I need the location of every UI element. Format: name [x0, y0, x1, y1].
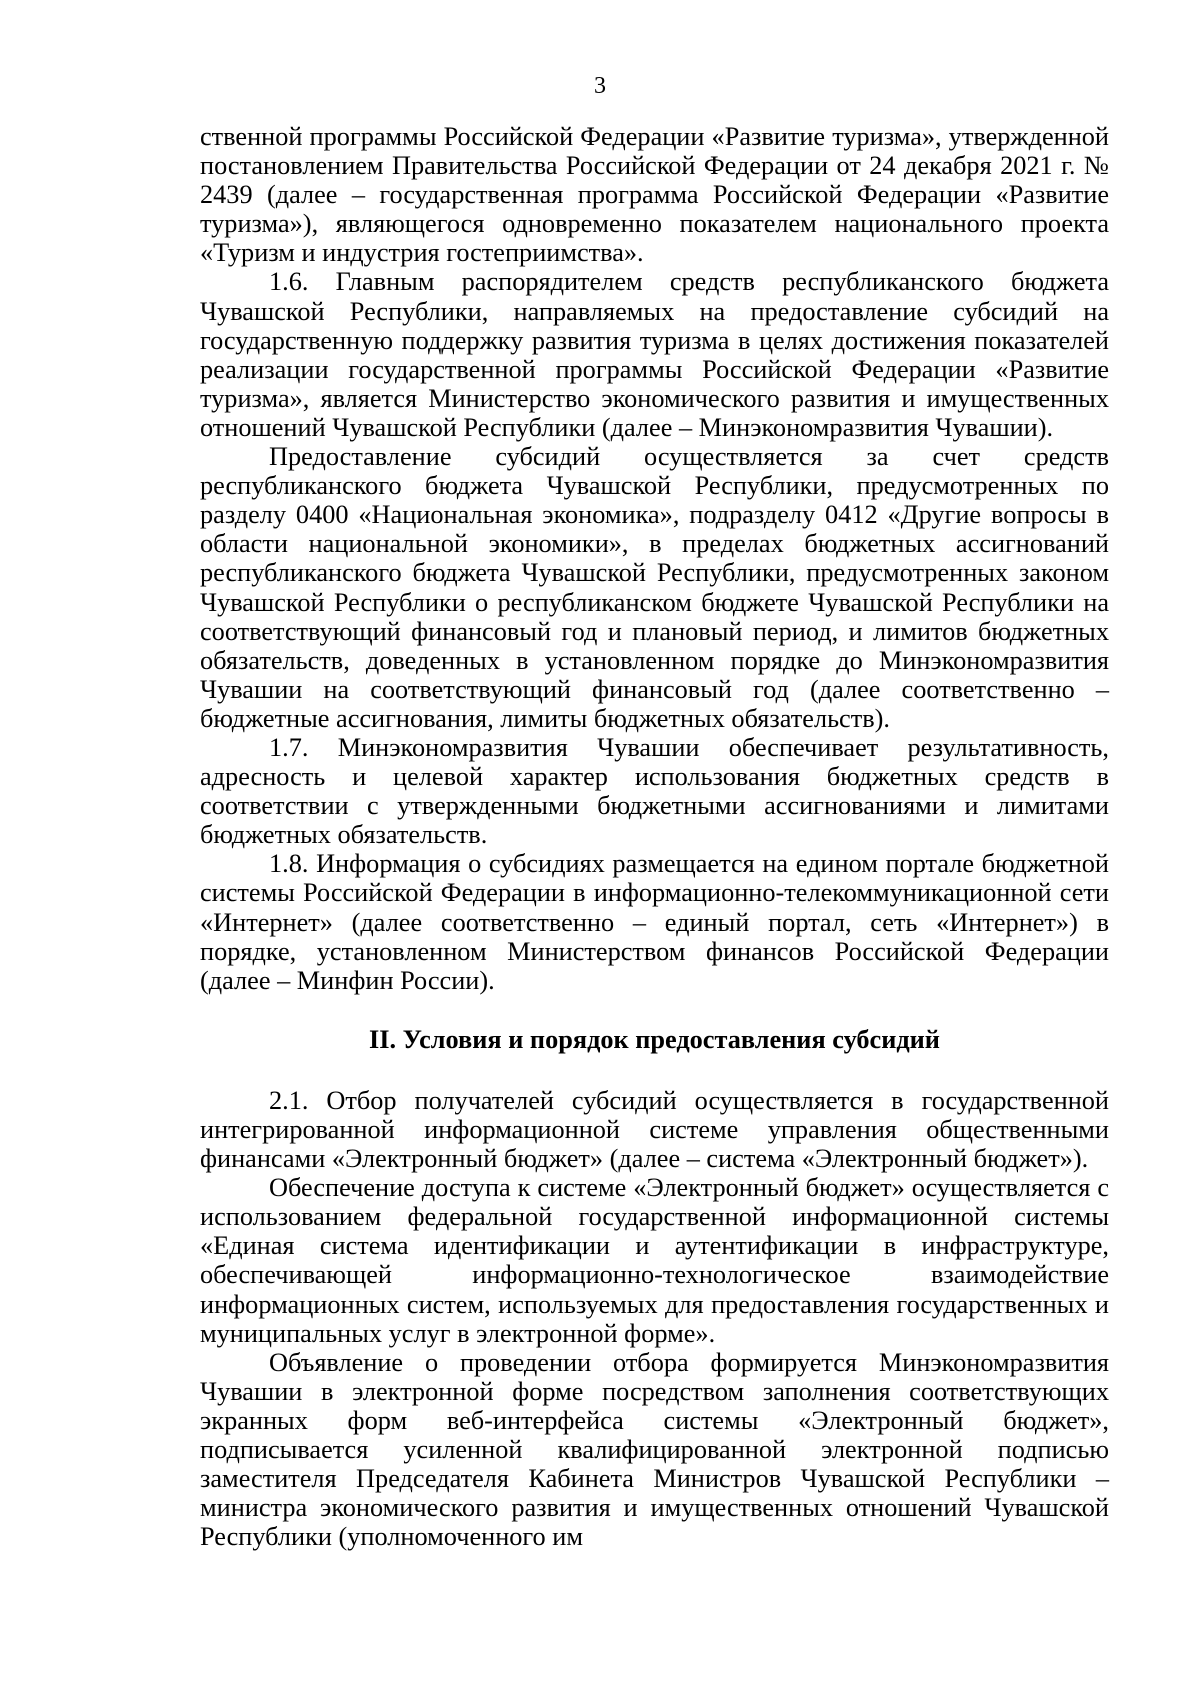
page-number: 3: [594, 73, 606, 99]
paragraph-1-8: 1.8. Информация о субсидиях размещается на едином портале бюджетной системы Российской Федерации в информационно-телекоммуникационной сети «Интернет» (далее соответственно – единый портал, сеть «Интернет») в порядке, установленном Министерством финансов Российской Федерации (далее – Минфин России).: [200, 849, 1109, 995]
paragraph-1-7: 1.7. Минэкономразвития Чувашии обеспечивает результативность, адресность и целевой характер использования бюджетных средств в соответствии с утвержденными бюджетными ассигнованиями и лимитами бюджетных обязательств.: [200, 732, 1109, 850]
paragraph-continuation: ственной программы Российской Федерации «Развитие туризма», утвержденной постановлением Правительства Российской Федерации от 24 декабря 2021 г. № 2439 (далее – государственная программа Российской Федерации «Развитие туризма»), являющегося одновременно показателем национального проекта «Туризм и индустрия гостеприимства».: [200, 122, 1109, 268]
paragraph-announcement: Объявление о проведении отбора формируется Минэкономразвития Чувашии в электронной форме посредством заполнения соответствующих экранных форм веб-интерфейса системы «Электронный бюджет», подписывается усиленной квалифицированной электронной подписью заместителя Председателя Кабинета Министров Чувашской Республики – министра экономического развития и имущественных отношений Чувашской Республики (уполномоченного им: [200, 1347, 1109, 1552]
document-body: [200, 122, 1109, 1551]
paragraph-1-6: 1.6. Главным распорядителем средств республиканского бюджета Чувашской Республики, направляемых на предоставление субсидий на государственную поддержку развития туризма в целях достижения показателей реализации государственной программы Российской Федерации «Развитие туризма», является Министерство экономического развития и имущественных отношений Чувашской Республики (далее – Минэкономразвития Чувашии).: [200, 267, 1109, 442]
paragraph-access: Обеспечение доступа к системе «Электронный бюджет» осуществляется с использованием федеральной государственной информационной системы «Единая система идентификации и аутентификации в инфраструктуре, обеспечивающей информационно-технологическое взаимодействие информационных систем, используемых для предоставления государственных и муниципальных услуг в электронной форме».: [200, 1173, 1109, 1348]
section-heading: II. Условия и порядок предоставления субсидий: [369, 1024, 940, 1054]
paragraph-2-1: 2.1. Отбор получателей субсидий осуществляется в государственной интегрированной информационной системе управления общественными финансами «Электронный бюджет» (далее – система «Электронный бюджет»).: [200, 1085, 1109, 1174]
paragraph-funding: Предоставление субсидий осуществляется за счет средств республиканского бюджета Чувашской Республики, предусмотренных по разделу 0400 «Национальная экономика», подразделу 0412 «Другие вопросы в области национальной экономики», в пределах бюджетных ассигнований республиканского бюджета Чувашской Республики, предусмотренных законом Чувашской Республики о республиканском бюджете Чувашской Республики на соответствующий финансовый год и плановый период, и лимитов бюджетных обязательств, доведенных в установленном порядке до Минэкономразвития Чувашии на соответствующий финансовый год (далее соответственно – бюджетные ассигнования, лимиты бюджетных обязательств).: [200, 442, 1109, 733]
